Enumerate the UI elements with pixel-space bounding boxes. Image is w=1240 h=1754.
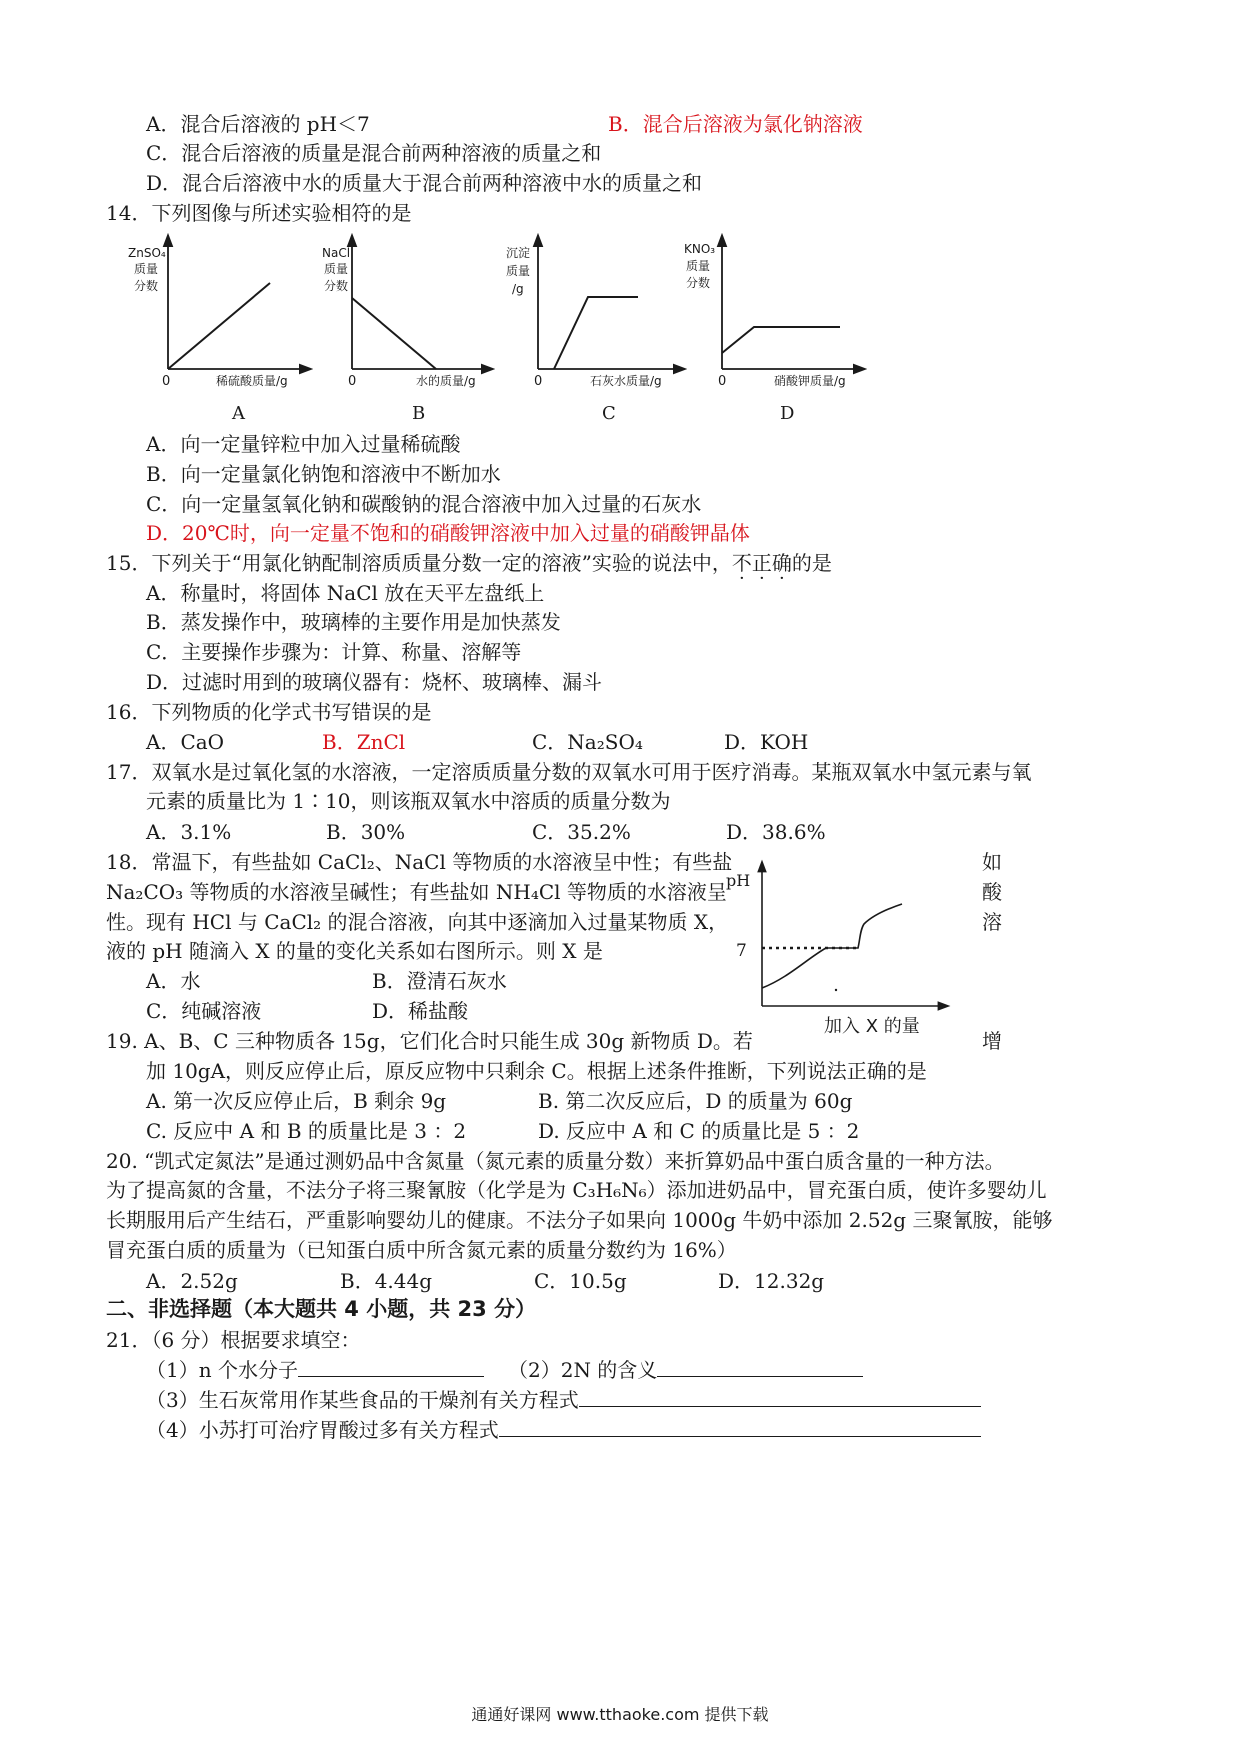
- q17-stem-line1: 17．双氧水是过氧化氢的水溶液，一定溶质质量分数的双氧水可用于医疗消毒。某瓶双氧水中氢元素与氧: [106, 760, 1032, 784]
- q15-option-d: D．过滤时用到的玻璃仪器有：烧杯、玻璃棒、漏斗: [146, 670, 603, 694]
- q18-right-char-3: 溶: [982, 910, 1002, 934]
- q14-option-b: B．向一定量氯化钠饱和溶液中不断加水: [146, 462, 501, 486]
- q18-right-char-1: 如: [982, 850, 1002, 874]
- q21-part-4-label: （4）小苏打可治疗胃酸过多有关方程式: [146, 1418, 499, 1442]
- q14-graph-b-origin: 0: [348, 374, 357, 389]
- q20-stem-line2: 为了提高氮的含量，不法分子将三聚氰胺（化学是为 C₃H₆N₆）添加进奶品中，冒充蛋白质，使许多婴幼儿: [106, 1178, 1047, 1202]
- q20-stem-line3: 长期服用后产生结石，严重影响婴幼儿的健康。不法分子如果向 1000g 牛奶中添加 2.52g 三聚氰胺，能够: [106, 1208, 1053, 1232]
- q20-stem-line4: 冒充蛋白质的质量为（已知蛋白质中所含氮元素的质量分数约为 16%）: [106, 1238, 737, 1262]
- q14-graph-d-ylabel-3: 分数: [686, 276, 711, 290]
- q14-graph-a-letter: A: [232, 403, 245, 424]
- q17-option-a: A．3.1%: [146, 820, 232, 844]
- q17-option-d: D．38.6%: [726, 820, 826, 844]
- q20-option-b: B．4.44g: [340, 1269, 433, 1293]
- q18-option-b: B．澄清石灰水: [372, 969, 507, 993]
- q14-graph-a-ylabel-2: 质量: [134, 262, 159, 276]
- q18-graph-yvalue: 7: [736, 941, 747, 961]
- q21-stem: 21．（6 分）根据要求填空：: [106, 1328, 361, 1352]
- q16-option-c: C．Na₂SO₄: [532, 730, 643, 754]
- q18-option-c: C．纯碱溶液: [146, 999, 262, 1023]
- q21-part-4: [146, 1416, 981, 1444]
- q14-graph-b-letter: B: [412, 403, 426, 424]
- q16-option-d: D．KOH: [724, 730, 809, 754]
- q18-stem-line1: 18．常温下，有些盐如 CaCl₂、NaCl 等物质的水溶液呈中性；有些盐: [106, 850, 733, 874]
- q17-stem-line2: 元素的质量比为 1∶10，则该瓶双氧水中溶质的质量分数为: [146, 789, 671, 813]
- q14-graph-d-letter: D: [780, 403, 795, 424]
- q15-stem: [106, 549, 832, 577]
- q20-option-c: C．10.5g: [534, 1269, 627, 1293]
- q18-stem-line2: Na₂CO₃ 等物质的水溶液呈碱性；有些盐如 NH₄Cl 等物质的水溶液呈: [106, 880, 727, 904]
- q20-stem-line1: 20. “凯式定氮法”是通过测奶品中含氮量（氮元素的质量分数）来折算奶品中蛋白质含量的一种方法。: [106, 1149, 1005, 1173]
- q15-emphasis-2: 正: [751, 551, 772, 575]
- q18-right-char-2: 酸: [982, 880, 1002, 904]
- q15-stem-pre: 15．下列关于“用氯化钠配制溶质质量分数一定的溶液”实验的说法中，: [106, 551, 732, 575]
- q21-part-1: [146, 1356, 484, 1384]
- q14-graph-a-ylabel-3: 分数: [134, 279, 159, 293]
- q17-option-b: B．30%: [326, 820, 406, 844]
- q14-stem: 14．下列图像与所述实验相符的是: [106, 201, 412, 225]
- q14-graph-d-ylabel-2: 质量: [686, 259, 711, 273]
- q13-option-c: C．混合后溶液的质量是混合前两种溶液的质量之和: [146, 141, 602, 165]
- q14-graph-d-ylabel-1: KNO₃: [684, 242, 716, 256]
- q15-option-c: C．主要操作步骤为：计算、称量、溶解等: [146, 640, 522, 664]
- q20-option-a: A．2.52g: [146, 1269, 238, 1293]
- q13-option-b: B．混合后溶液为氯化钠溶液: [608, 112, 863, 136]
- q19-option-a: A. 第一次反应停止后，B 剩余 9g: [146, 1089, 447, 1113]
- q19-right-char: 增: [982, 1029, 1002, 1053]
- q21-part-3: [146, 1386, 981, 1414]
- q17-option-c: C．35.2%: [532, 820, 631, 844]
- q14-graph-b: [314, 235, 504, 425]
- q14-graph-c-ylabel-2: 质量: [506, 264, 531, 278]
- q14-graph-a-xlabel: 稀硫酸质量/g: [216, 374, 288, 388]
- q14-option-c: C．向一定量氢氧化钠和碳酸钠的混合溶液中加入过量的石灰水: [146, 492, 702, 516]
- q13-option-d: D．混合后溶液中水的质量大于混合前两种溶液中水的质量之和: [146, 171, 703, 195]
- q14-graph-d: [684, 235, 874, 425]
- q18-option-a: A．水: [146, 969, 201, 993]
- q16-stem: 16．下列物质的化学式书写错误的是: [106, 700, 432, 724]
- q15-option-a: A．称量时，将固体 NaCl 放在天平左盘纸上: [146, 581, 545, 605]
- q15-option-b: B．蒸发操作中，玻璃棒的主要作用是加快蒸发: [146, 610, 561, 634]
- q19-option-d: D. 反应中 A 和 C 的质量比是 5 ：2: [538, 1119, 860, 1143]
- q14-graph-d-xlabel: 硝酸钾质量/g: [774, 374, 846, 388]
- q14-graph-b-ylabel-3: 分数: [324, 279, 349, 293]
- q20-option-d: D．12.32g: [718, 1269, 825, 1293]
- q21-part-1-blank[interactable]: [298, 1356, 484, 1377]
- q14-graph-a: [120, 235, 310, 425]
- q14-option-a: A．向一定量锌粒中加入过量稀硫酸: [146, 432, 461, 456]
- q14-graph-c: [500, 235, 700, 425]
- q14-graph-c-origin: 0: [534, 374, 543, 389]
- q21-part-2-label: （2）2N 的含义: [508, 1358, 658, 1382]
- section-2-title: 二、非选择题（本大题共 4 小题，共 23 分）: [106, 1297, 537, 1321]
- q18-graph-xlabel: 加入 X 的量: [824, 1016, 920, 1037]
- q16-option-a: A．CaO: [146, 730, 225, 754]
- q16-option-b: B．ZnCl: [322, 730, 406, 754]
- q14-graph-c-ylabel-3: /g: [512, 282, 524, 296]
- q15-stem-post: 的是: [791, 551, 832, 575]
- q14-graph-a-origin: 0: [162, 374, 171, 389]
- q15-emphasis-3: 确: [771, 551, 792, 575]
- q14-graph-c-letter: C: [602, 403, 616, 424]
- q14-graph-b-ylabel-1: NaCl: [322, 246, 351, 260]
- q18-graph-ylabel: pH: [726, 871, 751, 890]
- q18-stem-line3: 性。现有 HCl 与 CaCl₂ 的混合溶液，向其中逐滴加入过量某物质 X，: [106, 910, 729, 934]
- q19-stem-line2: 加 10gA，则反应停止后，原反应物中只剩余 C。根据上述条件推断，下列说法正确的是: [146, 1059, 927, 1083]
- q14-graph-a-ylabel-1: ZnSO₄: [128, 246, 166, 260]
- q21-part-4-blank[interactable]: [499, 1416, 981, 1437]
- q14-graph-c-ylabel-1: 沉淀: [506, 246, 531, 260]
- q21-part-3-blank[interactable]: [579, 1386, 981, 1407]
- q14-graph-c-xlabel: 石灰水质量/g: [590, 374, 662, 388]
- q18-ph-graph: [718, 860, 958, 1040]
- q21-part-1-label: （1）n 个水分子: [146, 1358, 298, 1382]
- q14-option-d: D．20℃时，向一定量不饱和的硝酸钾溶液中加入过量的硝酸钾晶体: [146, 521, 750, 545]
- q14-graph-b-ylabel-2: 质量: [324, 262, 349, 276]
- q18-stem-line4: 液的 pH 随滴入 X 的量的变化关系如右图所示。则 X 是: [106, 939, 603, 963]
- q21-part-2: [508, 1356, 863, 1384]
- q19-option-b: B. 第二次反应后，D 的质量为 60g: [538, 1089, 853, 1113]
- q21-part-3-label: （3）生石灰常用作某些食品的干燥剂有关方程式: [146, 1388, 579, 1412]
- q14-graph-d-origin: 0: [718, 374, 727, 389]
- q19-option-c: C. 反应中 A 和 B 的质量比是 3 ：2: [146, 1119, 467, 1143]
- q14-graph-b-xlabel: 水的质量/g: [416, 374, 476, 388]
- q13-option-a: A．混合后溶液的 pH＜7: [146, 112, 370, 136]
- page-footer: 通通好课网 www.tthaoke.com 提供下载: [471, 1705, 769, 1724]
- q21-part-2-blank[interactable]: [657, 1356, 863, 1377]
- q15-emphasis-1: 不: [731, 551, 752, 575]
- q18-option-d: D．稀盐酸: [372, 999, 469, 1023]
- q19-stem-line1: 19. A、B、C 三种物质各 15g，它们化合时只能生成 30g 新物质 D。若: [106, 1029, 753, 1053]
